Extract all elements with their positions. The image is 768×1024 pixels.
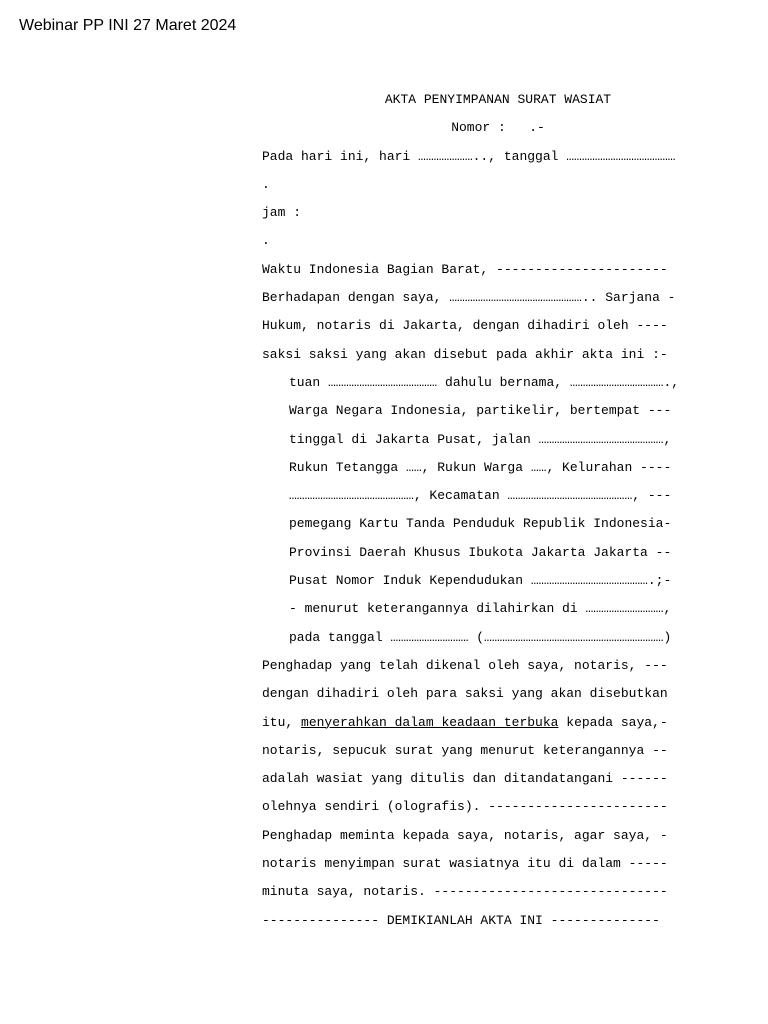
deed-line: minuta saya, notaris. ------------------------------: [262, 884, 668, 900]
deed-indented-line: tinggal di Jakarta Pusat, jalan …………………………………………,: [289, 431, 672, 447]
deed-line: jam :: [262, 205, 302, 221]
deed-line: notaris menyimpan surat wasiatnya itu di dalam -----: [262, 856, 668, 872]
deed-indented-line: …………………………………………, Kecamatan …………………………………………, ---: [289, 488, 672, 504]
deed-document: [262, 86, 734, 935]
deed-title: AKTA PENYIMPANAN SURAT WASIAT: [384, 92, 612, 107]
deed-line: saksi saksi yang akan disebut pada akhir akta ini :-: [262, 346, 668, 362]
deed-line: notaris, sepucuk surat yang menurut keterangannya --: [262, 742, 668, 758]
deed-line: Berhadapan dengan saya, …………………………………………….. Sarjana -: [262, 290, 676, 306]
deed-indented-line: pada tanggal ………………………… (……………………………………………………………): [289, 629, 672, 645]
deed-indented-line: - menurut keterangannya dilahirkan di …………………………,: [289, 601, 672, 617]
deed-number: Nomor : .-: [451, 120, 545, 136]
deed-line: Penghadap meminta kepada saya, notaris, agar saya, -: [262, 827, 668, 843]
deed-line: .: [262, 233, 270, 249]
deed-indented-line: Rukun Tetangga ……, Rukun Warga ……, Kelurahan ----: [289, 459, 672, 475]
deed-line-prefix: itu,: [262, 714, 302, 730]
deed-line: Hukum, notaris di Jakarta, dengan dihadiri oleh ----: [262, 318, 668, 334]
deed-indented-line: Pusat Nomor Induk Kependudukan ……………………………………….;-: [289, 573, 672, 589]
deed-line: adalah wasiat yang ditulis dan ditandatangani ------: [262, 771, 668, 787]
underlined-phrase: menyerahkan dalam keadaan terbuka: [301, 714, 559, 730]
deed-line: .: [262, 176, 270, 192]
deed-indented-line: Warga Negara Indonesia, partikelir, bertempat ---: [289, 403, 672, 419]
deed-line-with-underline: [262, 709, 734, 737]
deed-line-suffix: kepada saya,-: [558, 714, 668, 730]
deed-line: Pada hari ini, hari ………………….., tanggal ……………………………………: [262, 148, 684, 164]
deed-line: Waktu Indonesia Bagian Barat, ----------------------: [262, 261, 668, 277]
deed-line: olehnya sendiri (olografis). -----------------------: [262, 799, 668, 815]
deed-closing-line: --------------- DEMIKIANLAH AKTA INI --------------: [262, 912, 660, 928]
deed-indented-line: pemegang Kartu Tanda Penduduk Republik Indonesia-: [289, 516, 672, 532]
deed-indented-line: tuan …………………………………… dahulu bernama, ……………………………….,: [289, 374, 680, 390]
deed-indented-line: Provinsi Daerah Khusus Ibukota Jakarta Jakarta --: [289, 544, 672, 560]
deed-line: dengan dihadiri oleh para saksi yang akan disebutkan: [262, 686, 668, 702]
webinar-header: Webinar PP INI 27 Maret 2024: [19, 17, 237, 34]
deed-line: Penghadap yang telah dikenal oleh saya, notaris, ---: [262, 657, 668, 673]
